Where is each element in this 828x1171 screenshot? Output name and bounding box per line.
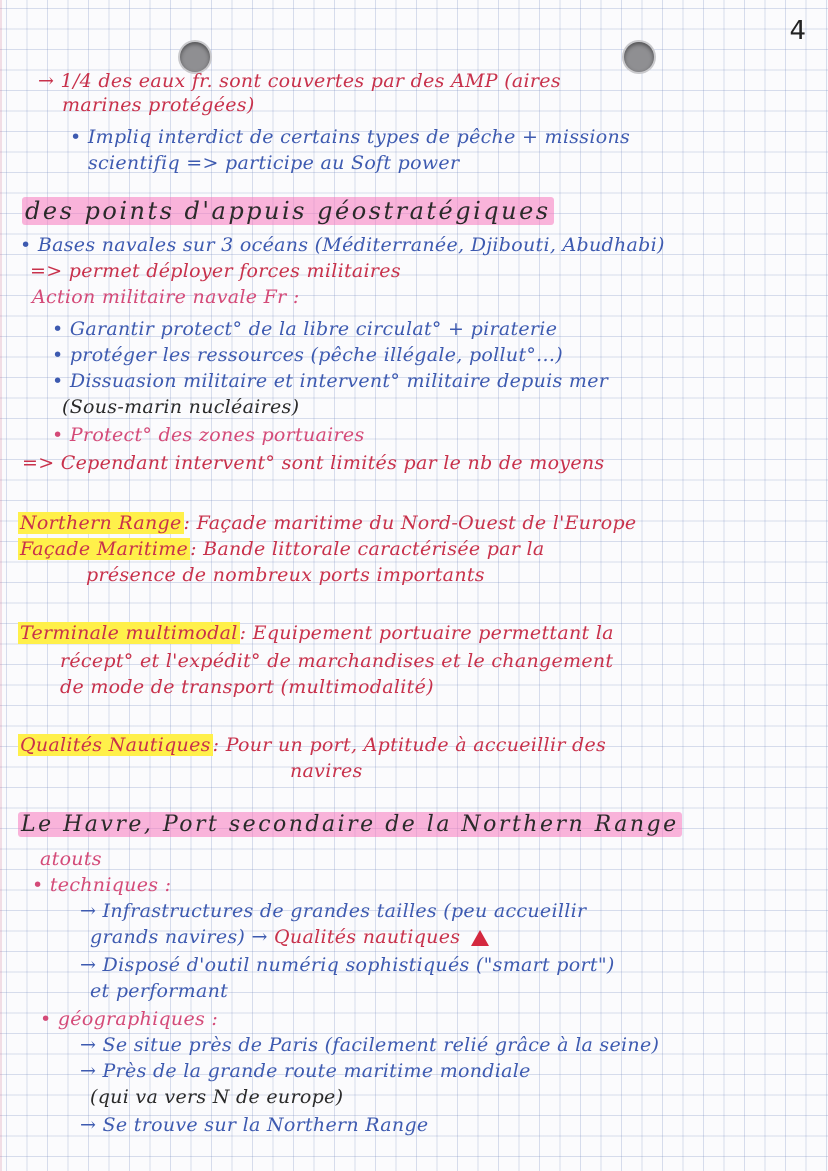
note-line: • Garantir protect° de la libre circulat° + piraterie <box>52 318 558 340</box>
note-line: → Infrastructures de grandes tailles (peu accueillir <box>80 900 587 922</box>
note-line: • Dissuasion militaire et intervent° militaire depuis mer <box>52 370 609 392</box>
definition-qualites-nautiques <box>18 734 606 756</box>
note-line: → Se situe près de Paris (facilement relié grâce à la seine) <box>80 1034 660 1056</box>
note-line: récept° et l'expédit° de marchandises et le changement <box>60 650 614 672</box>
term: Façade Maritime <box>20 538 189 560</box>
note-line: • Impliq interdict de certains types de pêche + missions <box>70 126 631 148</box>
note-line: atouts <box>40 848 102 870</box>
note-line: → 1/4 des eaux fr. sont couvertes par des AMP (aires <box>38 70 561 92</box>
definition-text: : Façade maritime du Nord-Ouest de l'Europe <box>183 512 637 534</box>
note-line: => Cependant intervent° sont limités par le nb de moyens <box>22 452 605 474</box>
section-title-text: Le Havre, Port secondaire de la Northern Range <box>18 812 682 837</box>
binder-hole-right <box>624 42 654 72</box>
note-line: → Se trouve sur la Northern Range <box>80 1114 429 1136</box>
term: Terminale multimodal <box>20 622 238 644</box>
note-line: présence de nombreux ports importants <box>86 564 485 586</box>
note-text: Qualités nautiques <box>274 926 461 948</box>
section-title-text: des points d'appuis géostratégiques <box>22 197 554 225</box>
note-line: • Bases navales sur 3 océans (Méditerranée, Djibouti, Abudhabi) <box>20 234 665 256</box>
note-line: • géographiques : <box>40 1008 219 1030</box>
page-number: 4 <box>789 16 806 46</box>
definition-terminale-multimodal <box>18 622 614 644</box>
note-text: grands navires) → <box>90 926 268 948</box>
note-line: scientifiq => participe au Soft power <box>88 152 460 174</box>
note-line: → Disposé d'outil numériq sophistiqués ("smart port") <box>80 954 615 976</box>
section-title <box>18 814 682 836</box>
page-margin <box>0 0 2 1171</box>
note-line: => permet déployer forces militaires <box>30 260 401 282</box>
note-line: • protéger les ressources (pêche illégale, pollut°...) <box>52 344 563 366</box>
note-line: → Près de la grande route maritime mondiale <box>80 1060 531 1082</box>
note-line: • techniques : <box>32 874 172 896</box>
note-line: (qui va vers N de europe) <box>90 1086 344 1108</box>
definition-text: : Bande littorale caractérisée par la <box>190 538 545 560</box>
binder-hole-left <box>180 42 210 72</box>
note-line: • Protect° des zones portuaires <box>52 424 365 446</box>
note-line: navires <box>290 760 363 782</box>
note-line: marines protégées) <box>62 94 255 116</box>
section-title <box>22 197 554 225</box>
note-line: (Sous-marin nucléaires) <box>62 396 300 418</box>
warning-icon <box>471 930 489 946</box>
term: Qualités Nautiques <box>20 734 211 756</box>
note-line: de mode de transport (multimodalité) <box>60 676 434 698</box>
note-line <box>90 926 489 948</box>
term: Northern Range <box>20 512 182 534</box>
note-line: Action militaire navale Fr : <box>32 286 300 308</box>
definition-northern-range <box>18 512 636 534</box>
definition-text: : Pour un port, Aptitude à accueillir des <box>212 734 607 756</box>
definition-text: : Equipement portuaire permettant la <box>239 622 614 644</box>
note-line: et performant <box>90 980 229 1002</box>
definition-facade-maritime <box>18 538 545 560</box>
